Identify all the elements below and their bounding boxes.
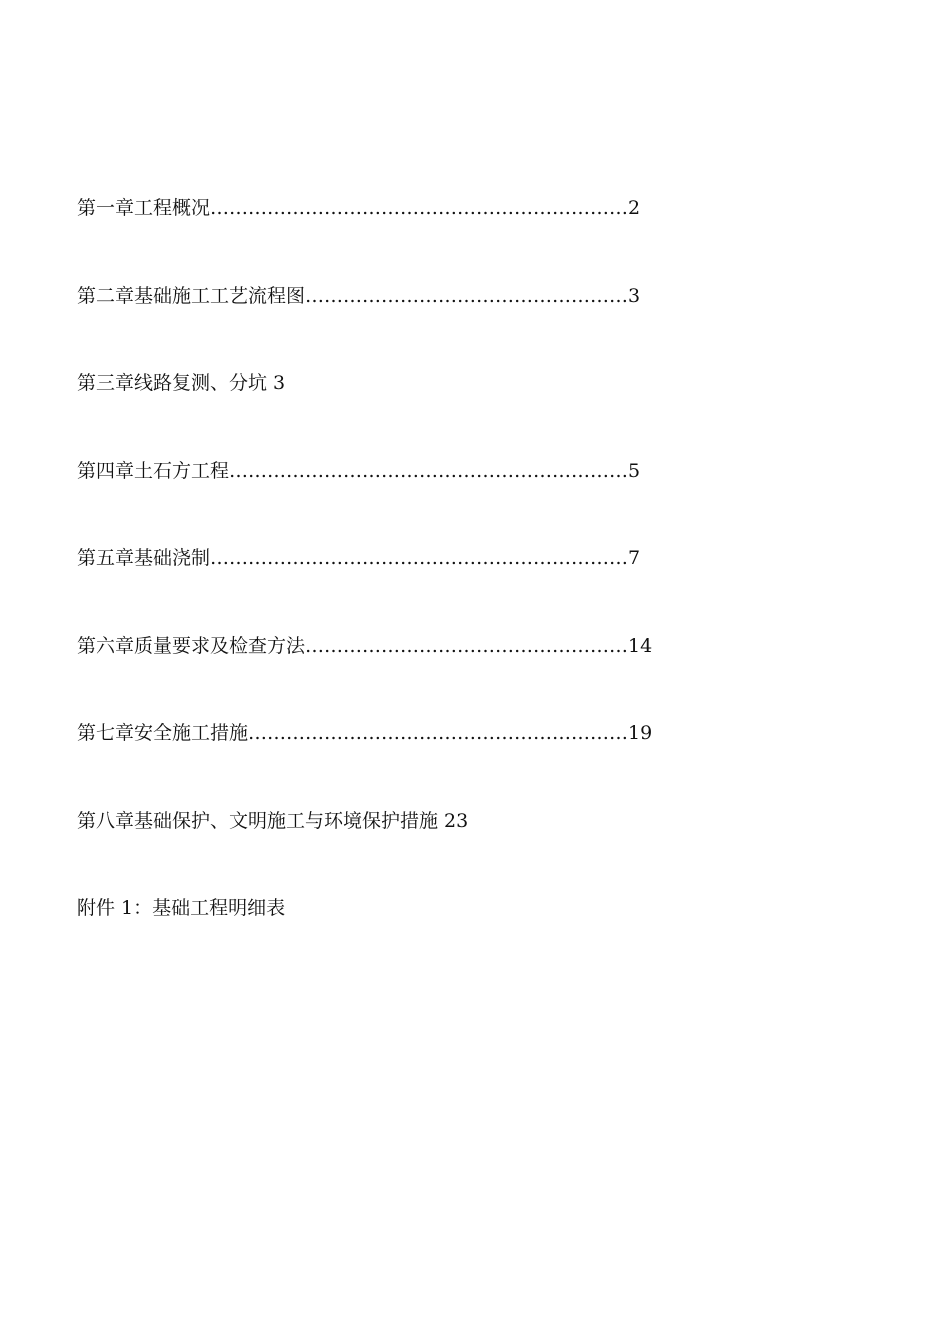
toc-leader-dots: …………………………………………… [305,634,629,657]
table-of-contents [77,193,727,981]
toc-leader-dots: ………………………………………………………… [210,547,629,569]
toc-entry-title: 附件 1：基础工程明细表 [77,897,286,919]
toc-entry-appendix-1[interactable] [77,893,727,981]
toc-entry-chapter-8[interactable] [77,806,727,894]
toc-leader-dots: ………………………………………………………… [210,197,629,219]
toc-leader-dots: …………………………………………………… [248,722,629,744]
toc-entry-chapter-4[interactable] [77,456,727,544]
toc-entry-title: 第六章质量要求及检查方法 [77,634,306,657]
toc-entry-title: 第三章线路复测、分坑 3 [77,372,286,394]
toc-page-number: 19 [628,722,653,744]
toc-entry-chapter-7[interactable] [77,718,727,806]
toc-entry-title: 第二章基础施工工艺流程图 [77,284,306,307]
toc-entry-chapter-1[interactable] [77,193,727,281]
toc-page-number: 7 [628,547,641,569]
toc-page-number: 3 [628,284,641,307]
toc-entry-chapter-2[interactable] [77,281,727,369]
toc-leader-dots: ……………………………………………………… [229,459,629,482]
toc-leader-dots: …………………………………………… [305,284,629,307]
toc-entry-title: 第五章基础浇制 [77,547,211,569]
toc-entry-chapter-3[interactable] [77,368,727,456]
toc-entry-chapter-5[interactable] [77,543,727,631]
toc-page-number: 5 [628,459,641,482]
toc-page-number: 14 [628,634,653,657]
toc-entry-chapter-6[interactable] [77,631,727,719]
toc-page-number: 2 [628,197,641,219]
toc-entry-title: 第四章土石方工程 [77,459,230,482]
toc-entry-title: 第一章工程概况 [77,197,211,219]
toc-entry-title: 第七章安全施工措施 [77,722,249,744]
toc-entry-title: 第八章基础保护、文明施工与环境保护措施 23 [77,809,469,832]
